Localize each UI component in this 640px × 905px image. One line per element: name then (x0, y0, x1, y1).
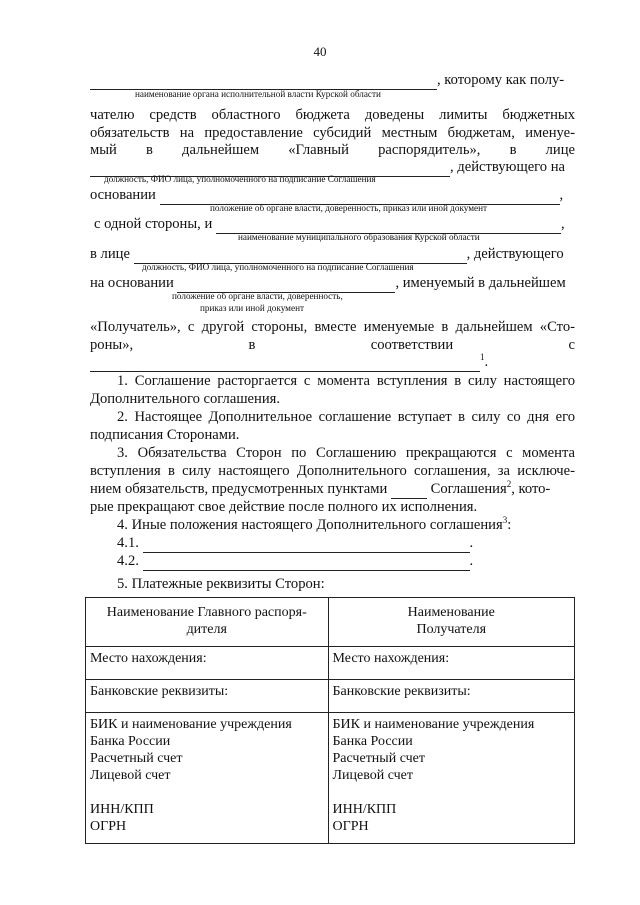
blank-clause-numbers[interactable] (391, 480, 427, 499)
parties-line-7: с одной стороны, и , (94, 216, 565, 232)
parties-line-11: роны», в соответствии с (90, 337, 575, 353)
clause-4-2: 4.2. . (117, 553, 474, 569)
clause-1-line-2: Дополнительного соглашения. (90, 391, 281, 407)
parties-line-2: чателю средств областного бюджета доведены лимиты бюджетных (90, 107, 575, 123)
caption-doc-1: положение об органе власти, доверенность, приказ или иной документ (210, 203, 488, 213)
page-number: 40 (313, 44, 327, 59)
parties-line-6: основании , (90, 187, 564, 203)
clause-5: 5. Платежные реквизиты Сторон: (117, 576, 325, 592)
header-chief-administrator: Наименование Главного распоря- дителя (86, 598, 329, 647)
caption-doc-2b: приказ или иной документ (200, 303, 305, 313)
cell-location-left: Место нахождения: (86, 647, 329, 680)
clause-4-1: 4.1. . (117, 535, 474, 551)
blank-organ-name[interactable] (90, 71, 437, 90)
parties-line-4: мый в дальнейшем «Главный распорядитель», в лице (90, 142, 575, 158)
clause-3-line-3: нием обязательств, предусмотренных пунктами Соглашения$^2$, кото- (90, 479, 551, 497)
clause-4: 4. Иные положения настоящего Дополнительного соглашения$^3$: (117, 515, 512, 533)
table-row (86, 713, 575, 844)
cell-details-left: БИК и наименование учреждения Банка России Расчетный счет Лицевой счет ИНН/КПП ОГРН (86, 713, 329, 844)
blank-clause-4-2[interactable] (143, 552, 470, 571)
parties-line-9: на основании , именуемый в дальнейшем (90, 275, 566, 291)
caption-fio-1: должность, ФИО лица, уполномоченного на подписание Соглашения (104, 174, 376, 184)
clause-3-line-2: вступления в силу настоящего Дополнительного соглашения, за исключе- (90, 463, 575, 479)
parties-line-12: $^1$. (90, 353, 575, 372)
parties-line-1: , которому как полу- (90, 71, 575, 90)
parties-line-10: «Получатель», с другой стороны, вместе именуемые в дальнейшем «Сто- (90, 319, 575, 335)
clause-1-line-1: 1. Соглашение расторгается с момента вступления в силу настоящего (117, 373, 575, 389)
table-row (86, 680, 575, 713)
blank-clause-4-1[interactable] (143, 534, 470, 553)
table-row (86, 598, 575, 647)
requisites-table (85, 597, 575, 844)
clause-2-line-2: подписания Сторонами. (90, 427, 240, 443)
caption-municipality: наименование муниципального образования Курской области (238, 232, 480, 242)
parties-line-8: в лице , действующего (90, 246, 564, 262)
table-row (86, 647, 575, 680)
cell-details-right: БИК и наименование учреждения Банка России Расчетный счет Лицевой счет ИНН/КПП ОГРН (328, 713, 575, 844)
blank-legal-basis[interactable] (90, 353, 480, 372)
clause-3-line-1: 3. Обязательства Сторон по Соглашению прекращаются с момента (117, 445, 575, 461)
parties-line-3: обязательств на предоставление субсидий местным бюджетам, именуе- (90, 125, 575, 141)
cell-bank-left: Банковские реквизиты: (86, 680, 329, 713)
cell-bank-right: Банковские реквизиты: (328, 680, 575, 713)
caption-fio-2: должность, ФИО лица, уполномоченного на подписание Соглашения (142, 262, 414, 272)
cell-location-right: Место нахождения: (328, 647, 575, 680)
clause-2-line-1: 2. Настоящее Дополнительное соглашение вступает в силу со дня его (117, 409, 575, 425)
parties-line-5: , действующего на (90, 158, 575, 177)
header-recipient: Наименование Получателя (328, 598, 575, 647)
caption-doc-2a: положение об органе власти, доверенность, (172, 291, 343, 301)
caption-organ: наименование органа исполнительной власти Курской области (135, 89, 381, 99)
clause-3-line-4: рые прекращают свое действие после полного их исполнения. (90, 499, 478, 515)
